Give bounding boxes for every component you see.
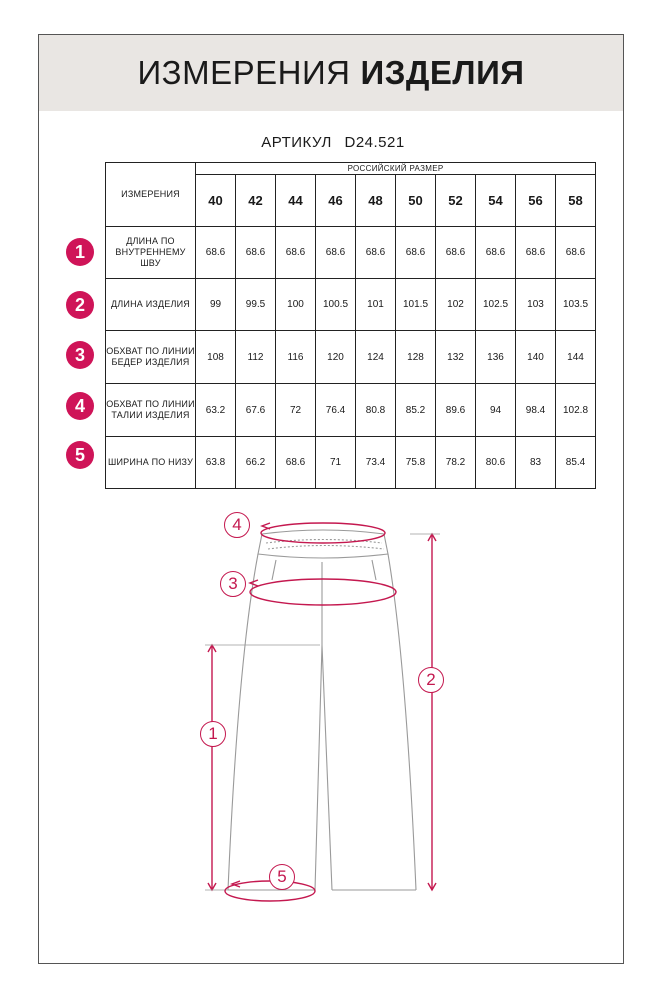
- size-cell: 48: [356, 175, 396, 227]
- value-cell: 68.6: [316, 227, 356, 279]
- size-cell: 56: [516, 175, 556, 227]
- size-cell: 52: [436, 175, 476, 227]
- value-cell: 140: [516, 331, 556, 384]
- value-cell: 76.4: [316, 384, 356, 437]
- value-cell: 83: [516, 437, 556, 489]
- measurement-row: [106, 227, 596, 279]
- diagram-marker-4: 4: [224, 512, 250, 538]
- value-cell: 68.6: [556, 227, 596, 279]
- row-number-badge: 3: [66, 341, 94, 369]
- value-cell: 78.2: [436, 437, 476, 489]
- size-cell: 58: [556, 175, 596, 227]
- measurement-row: [106, 384, 596, 437]
- size-group-label: РОССИЙСКИЙ РАЗМЕР: [196, 163, 596, 175]
- title-bold: ИЗДЕЛИЯ: [360, 54, 525, 91]
- size-cell: 46: [316, 175, 356, 227]
- value-cell: 144: [556, 331, 596, 384]
- row-label: ОБХВАТ ПО ЛИНИИ БЕДЕР ИЗДЕЛИЯ: [106, 331, 196, 384]
- row-label: ДЛИНА ПО ВНУТРЕННЕМУ ШВУ: [106, 227, 196, 279]
- trousers-diagram: [0, 500, 666, 910]
- value-cell: 85.4: [556, 437, 596, 489]
- value-cell: 71: [316, 437, 356, 489]
- row-number-badge: 4: [66, 392, 94, 420]
- size-cell: 50: [396, 175, 436, 227]
- value-cell: 68.6: [356, 227, 396, 279]
- value-cell: 80.6: [476, 437, 516, 489]
- value-cell: 80.8: [356, 384, 396, 437]
- value-cell: 101.5: [396, 279, 436, 331]
- value-cell: 89.6: [436, 384, 476, 437]
- article-line: [0, 134, 666, 151]
- row-number-badge: 5: [66, 441, 94, 469]
- title-banner: [39, 35, 623, 111]
- value-cell: 116: [276, 331, 316, 384]
- value-cell: 100: [276, 279, 316, 331]
- row-number-badge: 2: [66, 291, 94, 319]
- value-cell: 102.5: [476, 279, 516, 331]
- value-cell: 66.2: [236, 437, 276, 489]
- row-label: ШИРИНА ПО НИЗУ: [106, 437, 196, 489]
- value-cell: 112: [236, 331, 276, 384]
- article-code: D24.521: [344, 134, 405, 151]
- diagram-marker-1: 1: [200, 721, 226, 747]
- value-cell: 63.8: [196, 437, 236, 489]
- value-cell: 101: [356, 279, 396, 331]
- row-number-badge: 1: [66, 238, 94, 266]
- value-cell: 68.6: [476, 227, 516, 279]
- value-cell: 132: [436, 331, 476, 384]
- diagram-marker-3: 3: [220, 571, 246, 597]
- diagram-marker-5: 5: [269, 864, 295, 890]
- value-cell: 68.6: [196, 227, 236, 279]
- value-cell: 72: [276, 384, 316, 437]
- value-cell: 73.4: [356, 437, 396, 489]
- value-cell: 98.4: [516, 384, 556, 437]
- size-cell: 54: [476, 175, 516, 227]
- size-cell: 40: [196, 175, 236, 227]
- value-cell: 85.2: [396, 384, 436, 437]
- value-cell: 103: [516, 279, 556, 331]
- value-cell: 68.6: [396, 227, 436, 279]
- value-cell: 68.6: [236, 227, 276, 279]
- value-cell: 103.5: [556, 279, 596, 331]
- measurement-row: [106, 437, 596, 489]
- value-cell: 68.6: [276, 227, 316, 279]
- value-cell: 108: [196, 331, 236, 384]
- value-cell: 136: [476, 331, 516, 384]
- title-light: ИЗМЕРЕНИЯ: [137, 54, 351, 91]
- row-label: ОБХВАТ ПО ЛИНИИ ТАЛИИ ИЗДЕЛИЯ: [106, 384, 196, 437]
- value-cell: 124: [356, 331, 396, 384]
- measurement-row: [106, 331, 596, 384]
- value-cell: 99: [196, 279, 236, 331]
- value-cell: 94: [476, 384, 516, 437]
- value-cell: 68.6: [436, 227, 476, 279]
- value-cell: 67.6: [236, 384, 276, 437]
- value-cell: 128: [396, 331, 436, 384]
- value-cell: 68.6: [516, 227, 556, 279]
- row-label: ДЛИНА ИЗДЕЛИЯ: [106, 279, 196, 331]
- value-cell: 102: [436, 279, 476, 331]
- corner-label: ИЗМЕРЕНИЯ: [106, 163, 196, 227]
- value-cell: 63.2: [196, 384, 236, 437]
- diagram-marker-2: 2: [418, 667, 444, 693]
- value-cell: 102.8: [556, 384, 596, 437]
- value-cell: 100.5: [316, 279, 356, 331]
- size-cell: 42: [236, 175, 276, 227]
- value-cell: 120: [316, 331, 356, 384]
- value-cell: 75.8: [396, 437, 436, 489]
- measurement-row: [106, 279, 596, 331]
- size-cell: 44: [276, 175, 316, 227]
- value-cell: 68.6: [276, 437, 316, 489]
- article-label: АРТИКУЛ: [261, 134, 332, 151]
- value-cell: 99.5: [236, 279, 276, 331]
- size-table: [105, 162, 596, 489]
